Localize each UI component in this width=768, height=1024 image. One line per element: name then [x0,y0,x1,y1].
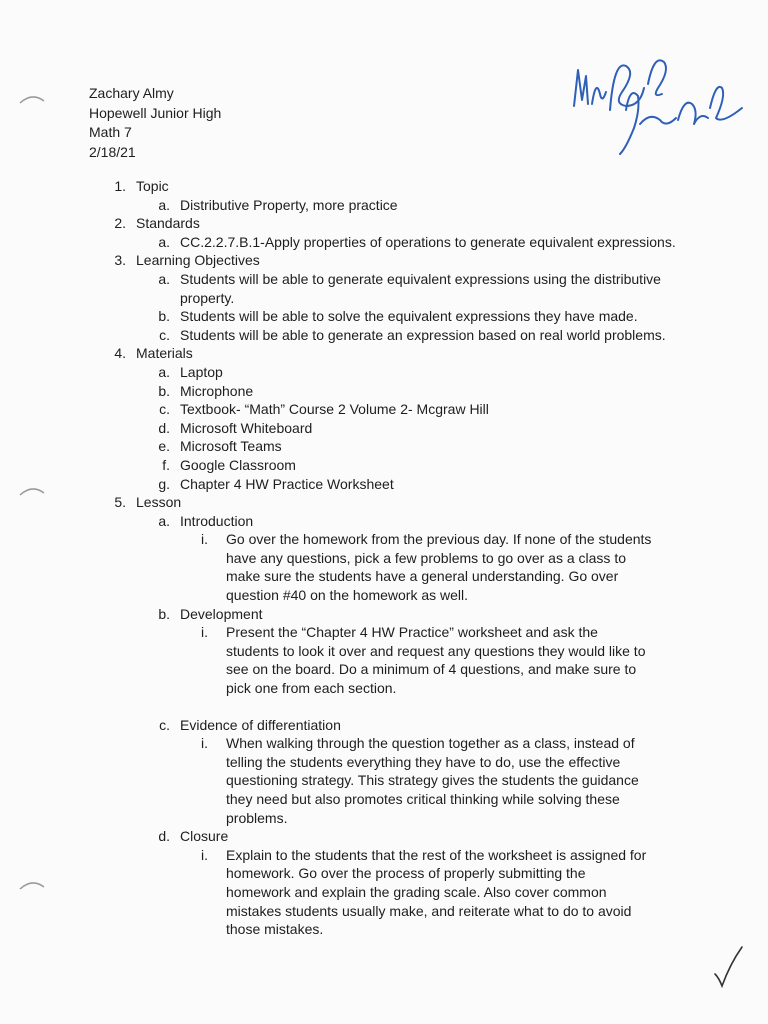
document-date: 2/18/21 [89,143,136,160]
section-learning-objectives [0,251,768,270]
item-text: When walking through the question together as a class, instead of telling the students everything they have to do, use the effective questioning strategy. This strategy gives the students the guidance they need but also promotes critical thinking while solving these problems. [226,735,639,826]
item-text: Distributive Property, more practice [180,196,398,213]
list-item [0,437,768,456]
item-marker: a. [158,270,170,287]
school-name: Hopewell Junior High [89,104,222,121]
subsection-development [0,605,768,624]
list-item [0,530,768,604]
section-marker: 1. [114,178,126,194]
list-item [0,846,768,939]
list-item [0,456,768,475]
item-marker: c. [159,401,170,418]
subsection-heading: Evidence of differentiation [180,716,341,733]
item-marker: g. [158,475,170,492]
item-marker: c. [159,716,170,733]
item-text: Explain to the students that the rest of the worksheet is assigned for homework. Go over the process of properly submitting the homework and explain the grading scale. Also cover common mistakes students usually make, and reiterate what to do to avoid those mistakes. [226,846,647,938]
item-marker: i. [201,624,208,641]
document-header [89,84,221,162]
list-item [0,196,768,215]
item-text: Microphone [180,382,254,399]
item-marker: i. [201,735,208,752]
list-item [0,400,768,419]
item-marker: f. [162,456,170,473]
item-marker: d. [158,419,170,436]
item-text: Laptop [180,363,223,380]
item-marker: i. [201,846,208,863]
list-item [0,326,768,345]
section-heading: Learning Objectives [136,252,260,269]
item-marker: e. [158,438,170,455]
list-item [0,270,768,307]
lesson-plan-outline [0,177,768,939]
item-text: CC.2.2.7.B.1-Apply properties of operations to generate equivalent expressions. [180,233,676,250]
subsection-heading: Introduction [180,512,254,529]
section-heading: Standards [136,215,200,232]
item-marker: c. [159,326,170,343]
list-item [0,475,768,494]
section-lesson [0,493,768,512]
subsection-heading: Development [180,605,263,622]
item-text: Microsoft Teams [180,438,282,455]
section-standards [0,214,768,233]
checkmark-icon [712,944,744,990]
list-item [0,734,768,827]
item-text: Students will be able to generate an expression based on real world problems. [180,326,666,343]
item-text: Go over the homework from the previous day. If none of the students have any questions, pick a few problems to go over as a class to make sure the students have a general understanding. Go over question #40 on the homework as well. [226,531,652,604]
signature-scribble [566,48,746,160]
section-heading: Materials [136,345,193,362]
item-text: Microsoft Whiteboard [180,419,313,436]
section-marker: 3. [114,252,126,269]
subsection-closure [0,827,768,846]
item-marker: b. [158,605,170,622]
section-heading: Lesson [136,494,182,511]
subsection-introduction [0,512,768,531]
item-marker: i. [201,531,208,548]
item-text: Students will be able to solve the equivalent expressions they have made. [180,308,638,325]
item-text: Students will be able to generate equivalent expressions using the distributive property. [180,270,661,306]
item-marker: d. [158,828,170,845]
list-item [0,419,768,438]
section-marker: 5. [114,494,126,511]
author-name: Zachary Almy [89,85,174,101]
item-text: Google Classroom [180,456,296,473]
blank-line [0,698,768,716]
item-text: Present the “Chapter 4 HW Practice” worksheet and ask the students to look it over and request any questions they would like to see on the board. Do a minimum of 4 questions, and make sure to pick one from each section. [226,624,646,697]
item-text: Textbook- “Math” Course 2 Volume 2- Mcgraw Hill [180,401,489,418]
section-materials [0,344,768,363]
subsection-heading: Closure [180,828,229,845]
item-text: Chapter 4 HW Practice Worksheet [180,475,394,492]
subsection-differentiation [0,716,768,735]
section-heading: Topic [136,178,169,194]
hole-punch-mark [18,92,46,106]
course-name: Math 7 [89,124,132,140]
item-marker: a. [158,233,170,250]
item-marker: a. [158,196,170,213]
item-marker: b. [158,308,170,325]
item-marker: b. [158,382,170,399]
item-marker: a. [158,512,170,529]
section-marker: 2. [114,215,126,232]
list-item [0,307,768,326]
list-item [0,233,768,252]
list-item [0,382,768,401]
item-marker: a. [158,363,170,380]
section-topic [0,177,768,196]
section-marker: 4. [114,345,126,362]
list-item [0,363,768,382]
list-item [0,623,768,697]
